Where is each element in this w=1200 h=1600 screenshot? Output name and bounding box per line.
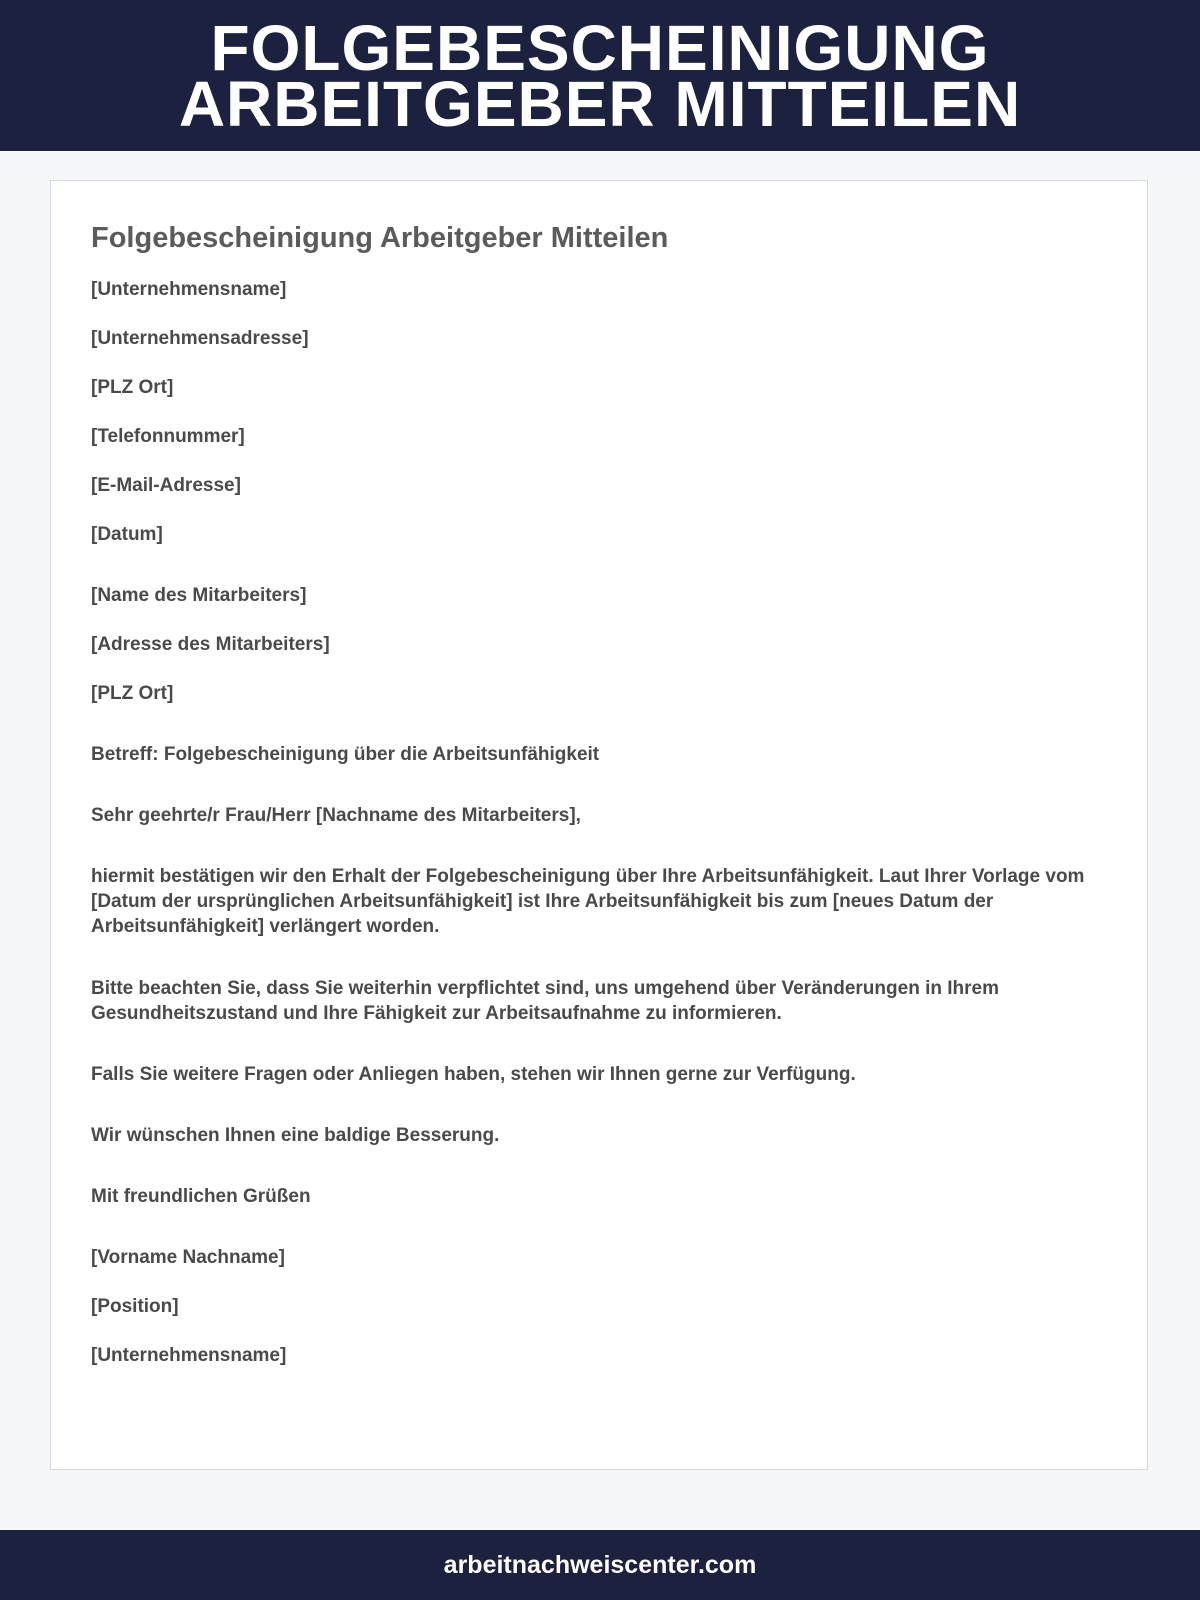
sender-address: [Unternehmensadresse] (91, 328, 309, 349)
letter-date: [Datum] (91, 524, 163, 545)
letter-paragraph: Bitte beachten Sie, dass Sie weiterhin verpflichtet sind, uns umgehend über Veränderungen in Ihrem Gesundheitszustand und Ihre Fähigkeit zur Arbeitsaufnahme zu informieren. (91, 978, 999, 1024)
footer-site-name: arbeitnachweiscenter.com (443, 1550, 757, 1579)
banner-title-line-2: ARBEITGEBER MITTEILEN (178, 67, 1022, 140)
letter-closing: Mit freundlichen Grüßen (91, 1186, 311, 1207)
letter-paragraph: hiermit bestätigen wir den Erhalt der Folgebescheinigung über Ihre Arbeitsunfähigkeit. Laut Ihrer Vorlage vom [Datum der ursprünglichen Arbeitsunfähigkeit] ist Ihre Arbeitsunfähigkeit bis zum [neues Datum der Arbeitsunfähigkeit] verlängert worden. (91, 866, 1085, 937)
letter-paragraph: Wir wünschen Ihnen eine baldige Besserung. (91, 1125, 500, 1146)
letter-card (50, 180, 1148, 1470)
recipient-city: [PLZ Ort] (91, 683, 174, 704)
letter-salutation: Sehr geehrte/r Frau/Herr [Nachname des Mitarbeiters], (91, 805, 581, 826)
signature-name: [Vorname Nachname] (91, 1247, 285, 1268)
recipient-address: [Adresse des Mitarbeiters] (91, 634, 330, 655)
signature-position: [Position] (91, 1296, 179, 1317)
signature-company: [Unternehmensname] (91, 1345, 287, 1366)
sender-phone: [Telefonnummer] (91, 426, 245, 447)
sender-company: [Unternehmensname] (91, 279, 287, 300)
letter-title: Folgebescheinigung Arbeitgeber Mitteilen (91, 222, 669, 254)
page-footer (0, 1530, 1200, 1600)
letter-paragraph: Falls Sie weitere Fragen oder Anliegen haben, stehen wir Ihnen gerne zur Verfügung. (91, 1064, 856, 1085)
page-banner (0, 0, 1200, 151)
letter-subject: Betreff: Folgebescheinigung über die Arbeitsunfähigkeit (91, 744, 600, 765)
banner-title-line-1: FOLGEBESCHEINIGUNG (210, 11, 990, 84)
sender-city: [PLZ Ort] (91, 377, 174, 398)
recipient-name: [Name des Mitarbeiters] (91, 585, 307, 606)
sender-email: [E-Mail-Adresse] (91, 475, 241, 496)
